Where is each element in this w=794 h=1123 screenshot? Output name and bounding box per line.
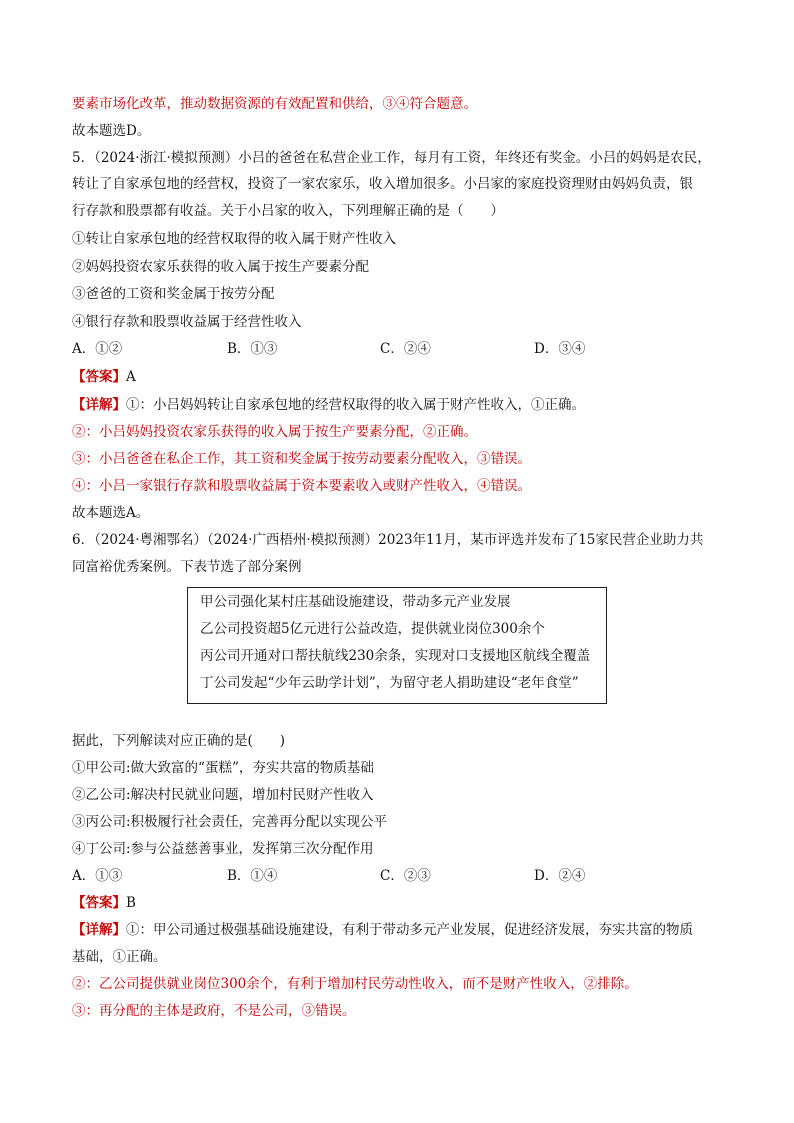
q6-case-ding: 丁公司发起“少年云助学计划”，为留守老人捐助建设“老年食堂”: [200, 675, 579, 691]
q5-detail-1: [72, 396, 722, 414]
q6-case-yi: 乙公司投资超5亿元进行公益改造，提供就业岗位300余个: [200, 621, 545, 637]
q6-question: 据此，下列解读对应正确的是( ): [72, 733, 286, 749]
q6-item-1: ①甲公司:做大致富的“蛋糕”，夯实共富的物质基础: [72, 760, 374, 776]
q5-item-1: ①转让自家承包地的经营权取得的收入属于财产性收入: [72, 231, 396, 247]
q6-detail-2: ②：乙公司提供就业岗位300余个，有利于增加村民劳动性收入，而不是财产性收入，②排除。: [72, 976, 638, 992]
q6-detail-1b: 基础，①正确。: [72, 949, 167, 965]
q5-item-2: ②妈妈投资农家乐获得的收入属于按生产要素分配: [72, 259, 369, 275]
q5-option-c: C．②④: [380, 341, 431, 357]
q6-detail-3: ③：再分配的主体是政府，不是公司，③错误。: [72, 1003, 356, 1019]
q6-case-jia: 甲公司强化某村庄基础设施建设，带动多元产业发展: [200, 594, 511, 610]
q5-stem-line-2: 转让了自家承包地的经营权，投资了一家农家乐，收入增加很多。小吕家的家庭投资理财由妈妈负责，银: [72, 176, 693, 192]
q6-option-b: B．①④: [227, 868, 278, 884]
q5-answer-value: A: [126, 369, 136, 385]
q6-detail-1a: [72, 921, 722, 939]
q5-answer: [72, 368, 722, 386]
q5-detail-3: ③：小吕爸爸在私企工作，其工资和奖金属于按劳动要素分配收入，③错误。: [72, 451, 531, 467]
q6-item-2: ②乙公司:解决村民就业问题，增加村民财产性收入: [72, 787, 374, 803]
intro-line-1: 要素市场化改革，推动数据资源的有效配置和供给，③④符合题意。: [72, 96, 477, 112]
q5-detail-4: ④：小吕一家银行存款和股票收益属于资本要素收入或财产性收入，④错误。: [72, 478, 531, 494]
q5-conclusion: 故本题选A。: [72, 505, 150, 521]
q6-option-a: A．①③: [72, 868, 123, 884]
q6-option-c: C．②③: [380, 868, 431, 884]
q5-option-b: B．①③: [227, 341, 278, 357]
q5-stem-line-3: 行存款和股票都有收益。关于小吕家的收入，下列理解正确的是（ ）: [72, 203, 504, 219]
q6-item-3: ③丙公司:积极履行社会责任，完善再分配以实现公平: [72, 814, 388, 830]
q5-detail-tag: 【详解】: [72, 397, 126, 413]
q6-case-bing: 丙公司开通对口帮扶航线230余条，实现对口支援地区航线全覆盖: [200, 648, 591, 664]
q5-item-3: ③爸爸的工资和奖金属于按劳分配: [72, 286, 275, 302]
q5-detail-1-text: ①：小吕妈妈转让自家承包地的经营权取得的收入属于财产性收入，①正确。: [126, 397, 585, 413]
q5-item-4: ④银行存款和股票收益属于经营性收入: [72, 314, 302, 330]
q6-answer-tag: 【答案】: [72, 895, 126, 911]
q6-item-4: ④丁公司:参与公益慈善事业，发挥第三次分配作用: [72, 841, 374, 857]
q6-detail-tag: 【详解】: [72, 922, 126, 938]
q5-stem-line-1: 5．（2024·浙江·模拟预测）小吕的爸爸在私营企业工作，每月有工资，年终还有奖金。小吕的妈妈是农民，: [72, 150, 711, 166]
q6-answer-value: B: [126, 895, 136, 911]
q6-answer: [72, 894, 722, 912]
q5-option-d: D．③④: [534, 341, 586, 357]
q5-detail-2: ②：小吕妈妈投资农家乐获得的收入属于按生产要素分配，②正确。: [72, 424, 477, 440]
intro-conclusion: 故本题选D。: [72, 123, 151, 139]
q6-detail-1a-text: ①：甲公司通过极强基础设施建设，有利于带动多元产业发展，促进经济发展，夯实共富的物质: [126, 922, 693, 938]
q6-stem-line-1: 6．（2024·粤湘鄂名）（2024·广西梧州·模拟预测）2023年11月，某市评选并发布了15家民营企业助力共: [72, 532, 704, 548]
q6-option-d: D．②④: [534, 868, 586, 884]
q5-option-a: A．①②: [72, 341, 123, 357]
q6-case-table: [187, 587, 607, 704]
q6-stem-line-2: 同富裕优秀案例。下表节选了部分案例: [72, 559, 302, 575]
q5-answer-tag: 【答案】: [72, 369, 126, 385]
